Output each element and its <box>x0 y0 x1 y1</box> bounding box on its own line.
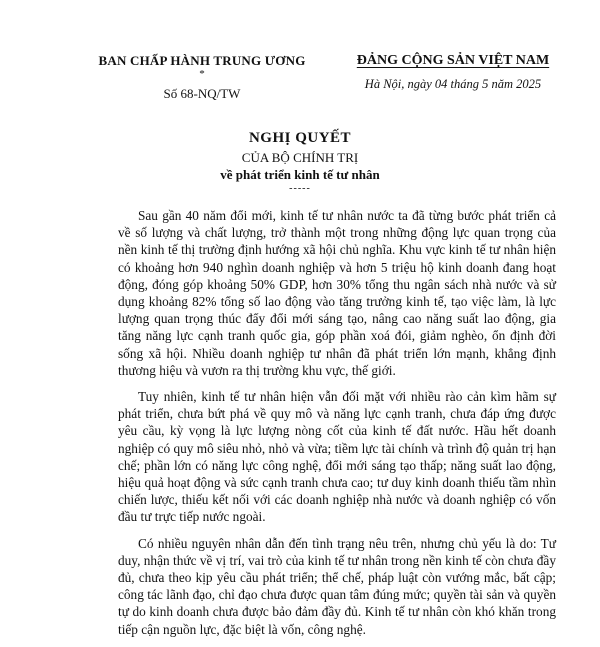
place-date: Hà Nội, ngày 04 tháng 5 năm 2025 <box>364 77 542 91</box>
paragraph: Tuy nhiên, kinh tế tư nhân hiện vẫn đối mặt với nhiều rào cản kìm hãm sự phát triển, chưa bứt phá về quy mô và năng lực cạnh tranh, chưa đáp ứng được yêu cầu, kỳ vọng là lực lượng nòng cốt của kinh tế đất nước. Hầu hết doanh nghiệp có quy mô siêu nhỏ, nhỏ và vừa; tiềm lực tài chính và trình độ quản trị hạn chế; phần lớn có năng lực công nghệ, đổi mới sáng tạo thấp; năng suất lao động, hiệu quả hoạt động và sức cạnh tranh chưa cao; tư duy kinh doanh thiếu tầm nhìn chiến lược, thiếu kết nối với các doanh nghiệp nhà nước và doanh nghiệp có vốn đầu tư trực tiếp nước ngoài. <box>118 389 556 525</box>
issuing-organization: BAN CHẤP HÀNH TRUNG ƯƠNG <box>98 53 306 68</box>
party-name: ĐẢNG CỘNG SẢN VIỆT NAM <box>356 53 550 68</box>
star-mark: * <box>199 68 205 80</box>
header-right <box>333 53 573 92</box>
header-left <box>96 53 308 102</box>
document-body <box>118 207 556 647</box>
paragraph: Có nhiều nguyên nhân dẫn đến tình trạng nêu trên, nhưng chủ yếu là do: Tư duy, nhận thức về vị trí, vai trò của kinh tế tư nhân trong nền kinh tế còn chưa đầy đủ, chưa theo kịp yêu cầu phát triển; thể chế, pháp luật còn vướng mắc, bất cập; công tác lãnh đạo, chỉ đạo chưa được quan tâm đúng mức; quyền tài sản và quyền tự do kinh doanh chưa được bảo đảm đầy đủ. Kinh tế tư nhân còn khó khăn trong tiếp cận nguồn lực, đặc biệt là vốn, công nghệ. <box>118 535 556 637</box>
title-separator: ----- <box>289 183 311 194</box>
issuing-body: CỦA BỘ CHÍNH TRỊ <box>241 150 359 165</box>
paragraph: Sau gần 40 năm đổi mới, kinh tế tư nhân nước ta đã từng bước phát triển cả về số lượng và chất lượng, trở thành một trong những động lực quan trọng của nền kinh tế thị trường định hướng xã hội chủ nghĩa. Khu vực kinh tế tư nhân hiện có khoảng hơn 940 nghìn doanh nghiệp và hơn 5 triệu hộ kinh doanh đang hoạt động, đóng góp khoảng 50% GDP, hơn 30% tổng thu ngân sách nhà nước và sử dụng khoảng 82% tổng số lao động vào tăng trưởng kinh tế, tạo việc làm, là lực lượng quan trọng thúc đẩy đổi mới sáng tạo, nâng cao năng suất lao động, gia tăng năng lực cạnh tranh quốc gia, góp phần xoá đói, giảm nghèo, ổn định đời sống xã hội. Nhiều doanh nghiệp tư nhân đã phát triển lớn mạnh, khẳng định thương hiệu và vươn ra thị trường khu vực, thế giới. <box>118 208 556 378</box>
document-subject: về phát triển kinh tế tư nhân <box>220 167 380 182</box>
title-block <box>0 129 600 194</box>
document-type: NGHỊ QUYẾT <box>248 130 352 146</box>
document-number: Số 68-NQ/TW <box>163 86 241 101</box>
